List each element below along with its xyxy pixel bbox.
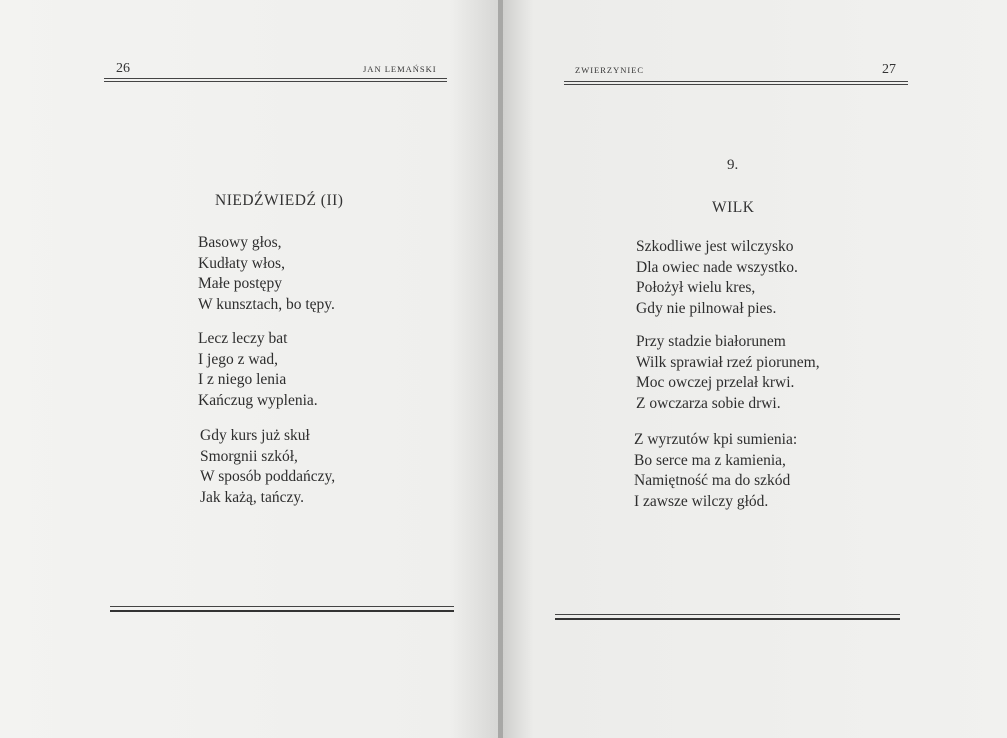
verse-line: Kańczug wyplenia. <box>198 391 318 409</box>
verse-line: Małe postępy <box>198 275 282 292</box>
header-rule-double <box>564 84 908 85</box>
footer-rule-double <box>555 618 900 620</box>
verse-line: I zawsze wilczy głód. <box>634 492 769 510</box>
verse-line: Z wyrzutów kpi sumienia: <box>634 431 798 448</box>
verse-line: Z owczarza sobie drwi. <box>636 394 781 412</box>
verse-line: W kunsztach, bo tępy. <box>198 295 335 313</box>
stanza <box>200 426 335 508</box>
header-rule <box>564 81 908 82</box>
verse-line: Położył wielu kres, <box>636 279 756 296</box>
verse-line: I jego z wad, <box>198 350 279 368</box>
stanza <box>636 237 798 319</box>
verse-line: Kudłaty włos, <box>198 254 285 272</box>
verse-line: Smorgnii szkół, <box>200 447 298 465</box>
left-page <box>0 0 500 738</box>
verse-line: Namiętność ma do szkód <box>634 472 791 489</box>
footer-rule <box>555 614 900 615</box>
page-number: 27 <box>882 62 896 77</box>
verse-line: Gdy kurs już skuł <box>200 427 310 444</box>
stanza <box>636 332 820 414</box>
page-number: 26 <box>116 61 130 76</box>
verse-line: Wilk sprawiał rzeź piorunem, <box>636 353 820 371</box>
verse-line: Bo serce ma z kamienia, <box>634 451 786 469</box>
footer-rule-double <box>110 610 454 612</box>
poem-title: NIEDŹWIEDŹ (II) <box>215 192 344 209</box>
stanza <box>634 430 797 512</box>
verse-line: Przy stadzie białorunem <box>636 333 786 350</box>
verse-line: Jak każą, tańczy. <box>200 488 304 506</box>
verse-line: Dla owiec nade wszystko. <box>636 258 798 276</box>
verse-line: Moc owczej przelał krwi. <box>636 374 795 391</box>
running-head: ZWIERZYNIEC <box>575 65 645 75</box>
verse-line: Basowy głos, <box>198 234 282 251</box>
verse-line: Lecz leczy bat <box>198 330 288 347</box>
verse-line: Gdy nie pilnował pies. <box>636 299 777 317</box>
verse-line: I z niego lenia <box>198 371 287 388</box>
header-rule-double <box>104 81 447 82</box>
footer-rule <box>110 606 454 607</box>
poem-title: WILK <box>712 199 755 216</box>
running-head: JAN LEMAŃSKI <box>363 64 437 74</box>
verse-line: W sposób poddańczy, <box>200 468 336 485</box>
verse-line: Szkodliwe jest wilczysko <box>636 238 794 255</box>
stanza <box>198 233 335 315</box>
header-rule <box>104 78 447 79</box>
right-page <box>503 0 1007 738</box>
stanza <box>198 329 318 411</box>
poem-number: 9. <box>727 157 739 173</box>
